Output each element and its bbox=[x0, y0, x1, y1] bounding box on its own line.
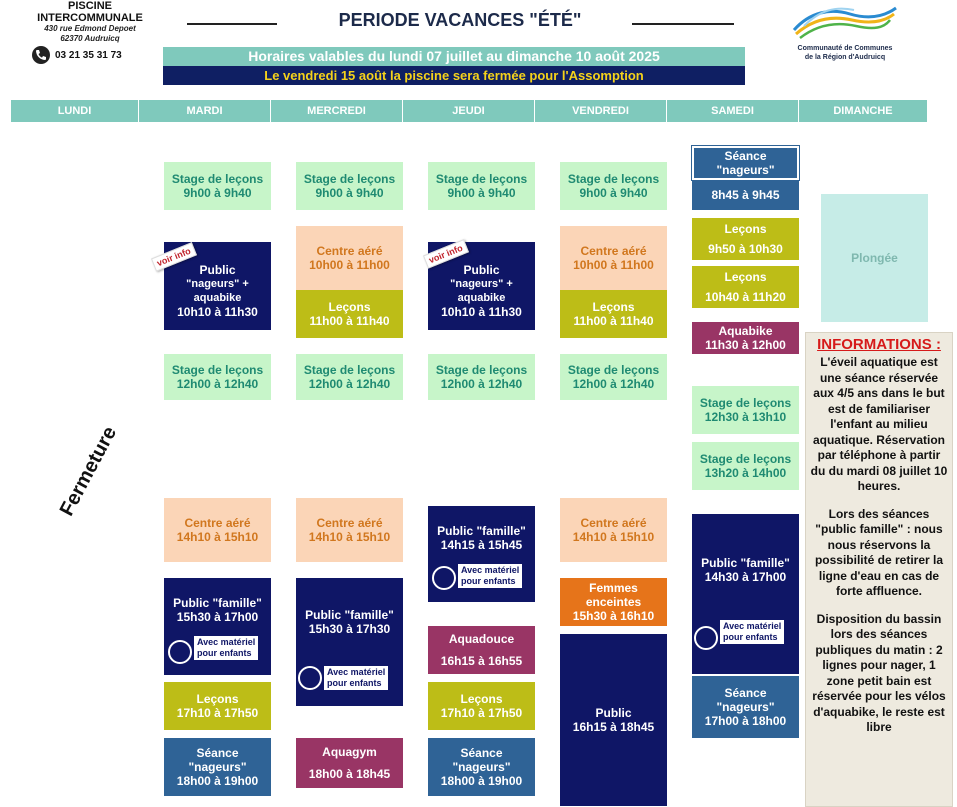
session-name: "nageurs" + bbox=[450, 278, 513, 290]
session-block bbox=[692, 266, 799, 308]
session-name: Leçons bbox=[592, 300, 635, 314]
day-samedi: SAMEDI bbox=[667, 100, 798, 122]
session-block bbox=[296, 498, 403, 562]
session-time: 11h30 à 12h00 bbox=[705, 338, 786, 352]
page-title: PERIODE VACANCES "ÉTÉ" bbox=[338, 10, 582, 30]
session-block bbox=[164, 162, 271, 210]
session-block bbox=[428, 162, 535, 210]
session-name: "nageurs" bbox=[716, 700, 775, 714]
session-name: Stage de leçons bbox=[435, 172, 528, 186]
logo-line2: de la Région d'Audruicq bbox=[804, 54, 886, 61]
session-name: Stage de leçons bbox=[435, 363, 528, 377]
session-name: Leçons bbox=[460, 692, 503, 706]
session-block bbox=[821, 194, 928, 322]
session-block bbox=[560, 290, 667, 338]
session-time: 15h30 à 17h30 bbox=[308, 622, 391, 636]
session-time: 9h00 à 9h40 bbox=[579, 186, 648, 200]
pool-name-line2: INTERCOMMUNALE bbox=[37, 12, 143, 24]
community-logo bbox=[790, 2, 900, 42]
ball-icon bbox=[168, 640, 192, 664]
session-block bbox=[428, 354, 535, 400]
voir-info-link[interactable]: voir info bbox=[423, 239, 469, 268]
session-time: 18h00 à 19h00 bbox=[176, 774, 259, 788]
monday-closed-label: Fermeture bbox=[55, 422, 122, 520]
session-block bbox=[560, 634, 667, 806]
tag-line2: pour enfants bbox=[723, 632, 778, 642]
session-time: 12h00 à 12h40 bbox=[440, 377, 523, 391]
session-block bbox=[428, 506, 535, 602]
session-block bbox=[164, 738, 271, 796]
session-time: 18h00 à 19h00 bbox=[440, 774, 523, 788]
session-name: Plongée bbox=[851, 251, 898, 265]
session-block bbox=[560, 498, 667, 562]
session-name: Stage de leçons bbox=[303, 172, 396, 186]
session-time: 12h00 à 12h40 bbox=[176, 377, 259, 391]
session-time: 15h30 à 17h00 bbox=[176, 610, 259, 624]
session-block bbox=[560, 162, 667, 210]
session-block bbox=[164, 354, 271, 400]
session-time: 12h30 à 13h10 bbox=[704, 410, 787, 424]
phone-icon bbox=[32, 46, 50, 64]
session-time: 14h30 à 17h00 bbox=[704, 570, 787, 584]
session-time: 9h50 à 10h30 bbox=[708, 242, 783, 256]
community-logo-text bbox=[780, 44, 910, 62]
session-name: Public bbox=[595, 706, 632, 720]
session-name: Public bbox=[463, 263, 500, 277]
session-name: Public "famille" bbox=[701, 556, 790, 570]
session-name: Leçons bbox=[328, 300, 371, 314]
tag-line1: Avec matériel bbox=[197, 637, 256, 647]
session-name: Séance bbox=[724, 149, 767, 163]
session-time: 14h10 à 15h10 bbox=[176, 530, 259, 544]
session-block bbox=[296, 738, 403, 788]
info-paragraph: L'éveil aquatique est une séance réservée aux 4/5 ans dans le but est de familiariser l'enfant au milieu aquatique. Réservation par téléphone à partir du du mardi 08 juillet 10 heures. bbox=[810, 355, 948, 493]
ball-icon bbox=[694, 626, 718, 650]
session-name: aquabike bbox=[457, 292, 506, 304]
equipment-tag bbox=[458, 564, 522, 588]
session-time: 14h10 à 15h10 bbox=[572, 530, 655, 544]
session-time: 18h00 à 18h45 bbox=[308, 767, 391, 781]
day-vendredi: VENDREDI bbox=[535, 100, 666, 122]
session-block bbox=[692, 514, 799, 674]
info-panel bbox=[805, 332, 953, 807]
session-block bbox=[692, 676, 799, 738]
session-block bbox=[428, 738, 535, 796]
session-block bbox=[164, 498, 271, 562]
title-rule-right bbox=[632, 23, 734, 25]
session-name: Public bbox=[199, 263, 236, 277]
session-block bbox=[560, 226, 667, 290]
session-time: 17h10 à 17h50 bbox=[440, 706, 523, 720]
dates-banner: Horaires valables du lundi 07 juillet au dimanche 10 août 2025 bbox=[163, 47, 745, 66]
session-name: Centre aéré bbox=[316, 244, 383, 258]
session-name: Séance bbox=[460, 746, 503, 760]
ball-icon bbox=[298, 666, 322, 690]
session-time: 11h00 à 11h40 bbox=[573, 314, 654, 328]
session-block bbox=[164, 682, 271, 730]
session-title-box bbox=[692, 146, 799, 180]
session-block bbox=[296, 290, 403, 338]
session-name: Leçons bbox=[724, 270, 767, 284]
session-time: 10h10 à 11h30 bbox=[441, 305, 522, 319]
info-heading: INFORMATIONS : bbox=[817, 336, 941, 353]
session-name: Stage de leçons bbox=[171, 363, 264, 377]
tag-line2: pour enfants bbox=[197, 648, 252, 658]
phone-number: 03 21 35 31 73 bbox=[55, 50, 122, 61]
session-name: Femmes bbox=[589, 581, 638, 595]
session-time: 17h10 à 17h50 bbox=[176, 706, 259, 720]
day-mercredi: MERCREDI bbox=[271, 100, 402, 122]
day-mardi: MARDI bbox=[139, 100, 270, 122]
session-name: aquabike bbox=[193, 292, 242, 304]
tag-line2: pour enfants bbox=[461, 576, 516, 586]
session-time: 16h15 à 16h55 bbox=[440, 654, 523, 668]
session-block bbox=[296, 354, 403, 400]
session-time: 8h45 à 9h45 bbox=[711, 188, 780, 202]
session-name: Centre aéré bbox=[580, 516, 647, 530]
session-name: Stage de leçons bbox=[567, 172, 660, 186]
session-block bbox=[164, 578, 271, 675]
session-time: 10h10 à 11h30 bbox=[177, 305, 258, 319]
session-name: "nageurs" bbox=[716, 163, 775, 177]
tag-line1: Avec matériel bbox=[723, 621, 782, 631]
session-name: Leçons bbox=[724, 222, 767, 236]
info-paragraph: Disposition du bassin lors des séances publiques du matin : 2 lignes pour nager, 1 zone petit bain est réservée pour les vélos d'aquabike, le reste est libre bbox=[812, 611, 946, 734]
session-name: Public "famille" bbox=[437, 524, 526, 538]
session-block bbox=[296, 226, 403, 290]
session-name: Séance bbox=[196, 746, 239, 760]
session-name: Séance bbox=[724, 686, 767, 700]
session-name: "nageurs" bbox=[452, 760, 511, 774]
session-block bbox=[692, 386, 799, 434]
voir-info-link[interactable]: voir info bbox=[151, 242, 197, 271]
session-block bbox=[428, 682, 535, 730]
pool-header bbox=[10, 0, 170, 44]
day-jeudi: JEUDI bbox=[403, 100, 534, 122]
session-block bbox=[692, 218, 799, 260]
session-block bbox=[692, 442, 799, 490]
day-lundi: LUNDI bbox=[11, 100, 138, 122]
session-time: 16h15 à 18h45 bbox=[572, 720, 655, 734]
session-time: 13h20 à 14h00 bbox=[704, 466, 787, 480]
session-time: 12h00 à 12h40 bbox=[572, 377, 655, 391]
session-time: 14h10 à 15h10 bbox=[308, 530, 391, 544]
session-time: 11h00 à 11h40 bbox=[309, 314, 390, 328]
logo-line1: Communauté de Communes bbox=[797, 45, 893, 52]
session-block bbox=[560, 354, 667, 400]
session-name: Public "famille" bbox=[173, 596, 262, 610]
tag-line1: Avec matériel bbox=[327, 667, 386, 677]
pool-address-line1: 430 rue Edmond Depoet bbox=[44, 24, 136, 33]
session-time: 10h00 à 11h00 bbox=[573, 258, 654, 272]
session-block bbox=[296, 578, 403, 706]
session-time: 14h15 à 15h45 bbox=[440, 538, 523, 552]
session-block bbox=[296, 162, 403, 210]
closure-notice: Le vendredi 15 août la piscine sera fermée pour l'Assomption bbox=[163, 66, 745, 85]
session-time: 9h00 à 9h40 bbox=[315, 186, 384, 200]
session-time: 15h30 à 16h10 bbox=[572, 609, 655, 623]
session-block bbox=[428, 626, 535, 674]
info-paragraph: Lors des séances "public famille" : nous nous réservons la possibilité de retirer la ligne d'eau en cas de forte affluence. bbox=[814, 506, 944, 598]
session-time: 10h00 à 11h00 bbox=[309, 258, 390, 272]
session-name: Public "famille" bbox=[305, 608, 394, 622]
session-name: Stage de leçons bbox=[699, 396, 792, 410]
equipment-tag bbox=[720, 620, 784, 644]
session-block bbox=[692, 322, 799, 354]
session-time: 10h40 à 11h20 bbox=[705, 290, 786, 304]
session-name: Centre aéré bbox=[580, 244, 647, 258]
session-name: Aquagym bbox=[322, 745, 377, 759]
session-name: Centre aéré bbox=[184, 516, 251, 530]
session-name: Stage de leçons bbox=[699, 452, 792, 466]
session-time: 9h00 à 9h40 bbox=[447, 186, 516, 200]
ball-icon bbox=[432, 566, 456, 590]
session-time: 9h00 à 9h40 bbox=[183, 186, 252, 200]
session-name: Leçons bbox=[196, 692, 239, 706]
session-name: Stage de leçons bbox=[171, 172, 264, 186]
tag-line2: pour enfants bbox=[327, 678, 382, 688]
pool-address-line2: 62370 Audruicq bbox=[60, 34, 120, 43]
session-block bbox=[692, 146, 799, 210]
session-name: Aquadouce bbox=[448, 632, 515, 646]
equipment-tag bbox=[324, 666, 388, 690]
session-name: enceintes bbox=[585, 595, 642, 609]
tag-line1: Avec matériel bbox=[461, 565, 520, 575]
session-name: Centre aéré bbox=[316, 516, 383, 530]
session-name: Aquabike bbox=[718, 324, 773, 338]
title-rule-left bbox=[187, 23, 277, 25]
session-name: Stage de leçons bbox=[303, 363, 396, 377]
session-time: 17h00 à 18h00 bbox=[704, 714, 787, 728]
session-name: "nageurs" + bbox=[186, 278, 249, 290]
day-dimanche: DIMANCHE bbox=[799, 100, 927, 122]
equipment-tag bbox=[194, 636, 258, 660]
session-block bbox=[560, 578, 667, 626]
pool-name-line1: PISCINE bbox=[67, 0, 112, 12]
session-time: 12h00 à 12h40 bbox=[308, 377, 391, 391]
session-name: "nageurs" bbox=[188, 760, 247, 774]
session-name: Stage de leçons bbox=[567, 363, 660, 377]
